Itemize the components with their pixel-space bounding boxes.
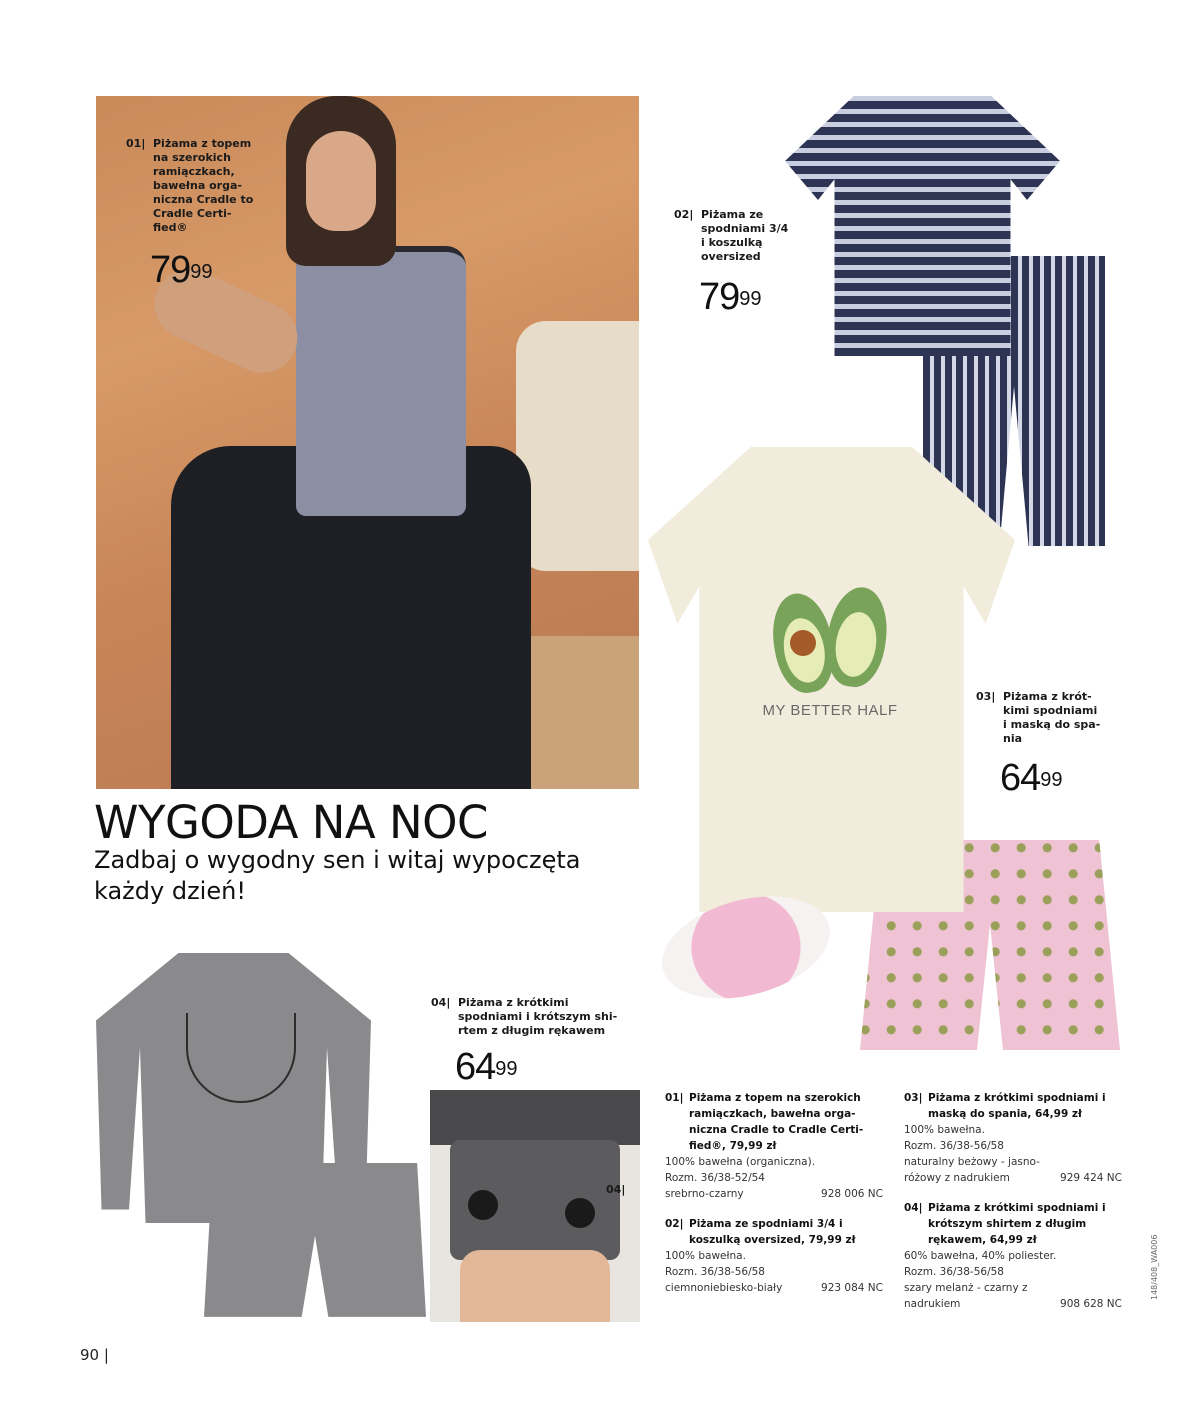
paw-shorts-photo — [430, 1090, 640, 1322]
description-color: ciemnoniebiesko-biały — [665, 1282, 783, 1294]
description-color-row — [665, 1280, 883, 1296]
catalog-code: 148/408_WA006 — [1150, 1234, 1159, 1300]
cushion — [516, 321, 639, 571]
page-number: 90 | — [80, 1346, 109, 1364]
price-03: $64^{99}$ — [1000, 757, 1063, 799]
description-material: 100% bawełna. — [904, 1124, 985, 1136]
paw-photo-legs — [460, 1250, 610, 1322]
callout-number: 02| — [674, 208, 694, 221]
description-color: różowy z nadrukiem — [904, 1172, 1010, 1184]
callout-label: Piżama ze spodniami 3/4 i koszulką oversized — [701, 208, 789, 263]
description-title: Piżama z krótkimi spodniami i krótszym shirtem z długim rękawem, 64,99 zł — [928, 1202, 1106, 1246]
photo-tag-04: 04| — [606, 1183, 626, 1196]
callout-03 — [976, 690, 1116, 746]
product-code: 923 084 NC — [821, 1282, 883, 1294]
price-04: $64^{99}$ — [455, 1046, 518, 1088]
callout-number: 03| — [976, 690, 996, 703]
description-number: 03| — [904, 1092, 923, 1104]
model-top — [296, 246, 466, 516]
description-number: 01| — [665, 1092, 684, 1104]
description-material: 60% bawełna, 40% poliester. — [904, 1250, 1057, 1262]
callout-label: Piżama z topem na szerokich ramiączkach, bawełna orga- niczna Cradle to Cradle Certi- fied® — [153, 137, 254, 234]
description-material: 100% bawełna (organiczna). — [665, 1156, 816, 1168]
description-color: srebrno-czarny — [665, 1188, 744, 1200]
description-color: naturalny beżowy - jasno- — [904, 1156, 1040, 1168]
tee-print-text: MY BETTER HALF — [762, 702, 898, 719]
description-03 — [904, 1090, 1122, 1186]
description-number: 04| — [904, 1202, 923, 1214]
model-face — [306, 131, 376, 231]
callout-04 — [431, 996, 631, 1038]
description-title: Piżama z topem na szerokich ramiączkach, bawełna orga- niczna Cradle to Cradle Certi- fied®, 79,99 zł — [689, 1092, 864, 1152]
callout-label: Piżama z krót- kimi spodniami i maską do spa- nia — [1003, 690, 1101, 745]
cat-shorts — [204, 1163, 426, 1325]
page-headline: WYGODA NA NOC — [94, 796, 488, 849]
description-sizes: Rozm. 36/38-56/58 — [904, 1140, 1004, 1152]
description-material: 100% bawełna. — [665, 1250, 746, 1262]
description-sizes: Rozm. 36/38-52/54 — [665, 1172, 765, 1184]
paw-print-icon — [565, 1198, 595, 1228]
description-number: 02| — [665, 1218, 684, 1230]
avocado-print — [770, 585, 890, 695]
callout-02 — [674, 208, 804, 264]
description-color: szary melanż - czarny z — [904, 1282, 1028, 1294]
price-01: $79^{99}$ — [150, 249, 213, 291]
description-color-row — [904, 1170, 1122, 1186]
description-01 — [665, 1090, 883, 1202]
description-02 — [665, 1216, 883, 1296]
description-color-row — [665, 1186, 883, 1202]
price-02: $79^{99}$ — [699, 276, 762, 318]
paw-print-icon — [468, 1190, 498, 1220]
callout-label: Piżama z krótkimi spodniami i krótszym shi- rtem z długim rękawem — [458, 996, 618, 1037]
description-color: nadrukiem — [904, 1298, 961, 1310]
paw-photo-arms — [430, 1090, 640, 1145]
product-code: 928 006 NC — [821, 1188, 883, 1200]
description-sizes: Rozm. 36/38-56/58 — [904, 1266, 1004, 1278]
avocado-right — [821, 583, 892, 690]
product-code: 929 424 NC — [1060, 1172, 1122, 1184]
callout-number: 01| — [126, 137, 146, 150]
description-sizes: Rozm. 36/38-56/58 — [665, 1266, 765, 1278]
product-code: 908 628 NC — [1060, 1298, 1122, 1310]
cat-pajama-photo — [96, 953, 426, 1325]
page-subheadline: Zadbaj o wygodny sen i witaj wypoczęta każdy dzień! — [94, 846, 581, 905]
avocado-pit — [790, 630, 816, 656]
description-04 — [904, 1200, 1122, 1312]
description-title: Piżama ze spodniami 3/4 i koszulką oversized, 79,99 zł — [689, 1218, 856, 1246]
callout-01 — [126, 137, 276, 235]
callout-number: 04| — [431, 996, 451, 1009]
description-color-row — [904, 1296, 1122, 1312]
description-title: Piżama z krótkimi spodniami i maską do spania, 64,99 zł — [928, 1092, 1106, 1120]
